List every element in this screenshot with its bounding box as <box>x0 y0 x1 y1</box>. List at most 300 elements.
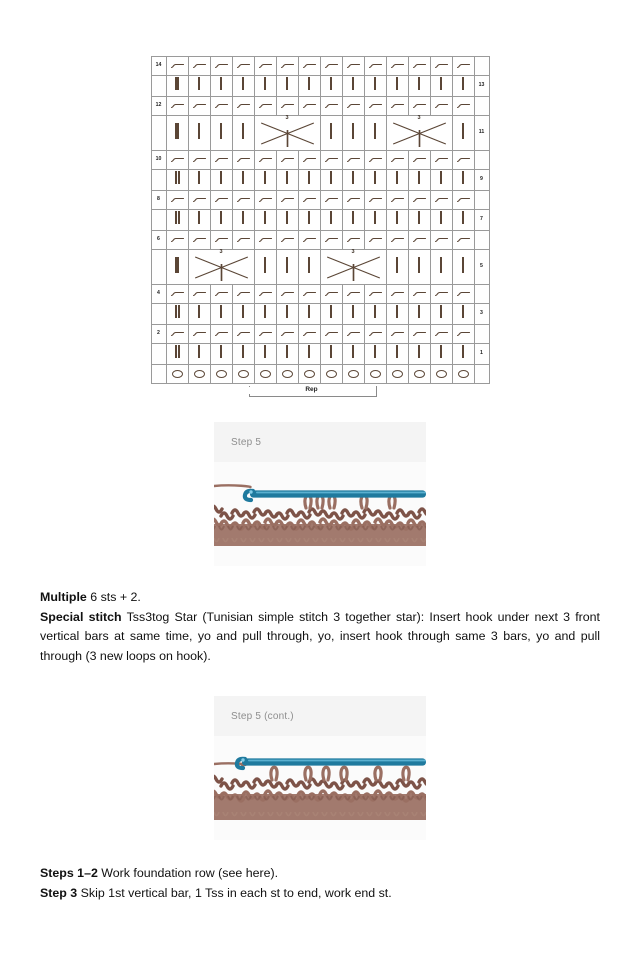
special-stitch-line <box>40 608 600 667</box>
chart-cell-knit <box>166 231 188 250</box>
vertical-bar-symbol <box>462 211 464 224</box>
chart-cell-knit <box>430 97 452 116</box>
chart-cell-knit <box>188 285 210 304</box>
stitch-chart-section <box>0 0 640 400</box>
chart-cell-knit <box>298 285 320 304</box>
chart-cell-bar <box>232 210 254 231</box>
chart-cell-knit <box>320 285 342 304</box>
chart-cell-knit <box>166 325 188 344</box>
vertical-bar-symbol <box>396 345 398 358</box>
chart-cell-knit <box>232 285 254 304</box>
knit-symbol <box>193 330 206 338</box>
vertical-bar-symbol <box>374 305 376 318</box>
knit-symbol <box>457 236 470 244</box>
chart-cell-knit <box>276 57 298 76</box>
knit-symbol <box>347 236 360 244</box>
knit-symbol <box>391 290 404 298</box>
vertical-bar-symbol <box>198 305 200 318</box>
knit-symbol <box>347 102 360 110</box>
knit-symbol <box>303 330 316 338</box>
vertical-bar-symbol <box>462 345 464 358</box>
chart-cell-bar <box>254 250 276 285</box>
vertical-bar-symbol <box>352 77 354 90</box>
knit-symbol <box>215 156 228 164</box>
chart-cell-knit <box>430 325 452 344</box>
knit-symbol <box>215 290 228 298</box>
knit-symbol <box>237 330 250 338</box>
vertical-bar-symbol <box>396 211 398 224</box>
knit-symbol <box>347 196 360 204</box>
chart-cell-bar <box>364 344 386 365</box>
chart-cell-knit <box>276 191 298 210</box>
chart-cell-bar <box>276 170 298 191</box>
chart-cell-chain <box>298 365 320 384</box>
chart-cell-knit <box>430 191 452 210</box>
chart-cell-knit <box>320 57 342 76</box>
row-number-left: 2 <box>151 325 166 344</box>
rep-label: Rep <box>249 387 375 394</box>
knit-symbol <box>281 102 294 110</box>
vertical-bar-symbol <box>175 77 179 90</box>
step-5-photo <box>214 462 426 566</box>
chart-cell-knit <box>320 231 342 250</box>
vertical-bar-symbol <box>220 345 222 358</box>
chart-cell-knit <box>166 191 188 210</box>
vertical-bar-symbol <box>330 123 332 139</box>
chart-cell-knit <box>254 285 276 304</box>
chart-cell-bar <box>166 304 188 325</box>
multiple-value: 6 sts + 2. <box>86 590 141 604</box>
chart-cell-bar <box>276 304 298 325</box>
chart-cell-bar <box>408 76 430 97</box>
vertical-bar-symbol <box>308 77 310 90</box>
knit-symbol <box>193 290 206 298</box>
row-number-right <box>474 285 489 304</box>
vertical-bar-symbol <box>418 345 420 358</box>
row-number-left <box>151 170 166 191</box>
chart-cell-knit <box>188 191 210 210</box>
chart-cell-knit <box>342 57 364 76</box>
vertical-bar-symbol <box>418 171 420 184</box>
row-number-right <box>474 97 489 116</box>
knit-symbol <box>435 156 448 164</box>
chart-cell-knit <box>210 151 232 170</box>
vertical-bar-symbol <box>198 123 200 139</box>
chart-cell-knit <box>430 285 452 304</box>
vertical-bar-symbol <box>418 211 420 224</box>
knit-symbol <box>369 196 382 204</box>
vertical-bar-symbol <box>264 257 266 273</box>
knit-symbol <box>435 102 448 110</box>
vertical-bar-symbol <box>352 211 354 224</box>
row-number-left <box>151 210 166 231</box>
chain-symbol <box>172 370 183 378</box>
chart-cell-knit <box>298 57 320 76</box>
chart-cell-knit <box>232 325 254 344</box>
chart-cell-bar <box>452 170 474 191</box>
knit-symbol <box>237 290 250 298</box>
vertical-bar-symbol <box>220 77 222 90</box>
vertical-bar-symbol <box>396 305 398 318</box>
chart-cell-knit <box>386 325 408 344</box>
chart-cell-chain <box>254 365 276 384</box>
chart-cell-knit <box>254 57 276 76</box>
vertical-bar-symbol <box>264 171 266 184</box>
chart-cell-knit <box>320 325 342 344</box>
row-number-left: 12 <box>151 97 166 116</box>
chart-cell-knit <box>452 231 474 250</box>
vertical-bar-symbol <box>374 345 376 358</box>
crochet-photo-illustration-2 <box>214 736 426 840</box>
knit-symbol <box>435 62 448 70</box>
vertical-bar-symbol <box>286 77 288 90</box>
tss3tog-star-symbol: 3 <box>321 251 386 283</box>
knit-symbol <box>215 102 228 110</box>
chart-cell-bar <box>210 76 232 97</box>
chart-cell-knit <box>232 191 254 210</box>
chart-cell-knit <box>386 285 408 304</box>
chart-cell-chain <box>232 365 254 384</box>
row-number-left: 8 <box>151 191 166 210</box>
steps-1-2-line <box>40 864 600 884</box>
chart-cell-knit <box>232 231 254 250</box>
knit-symbol <box>215 62 228 70</box>
knit-symbol <box>325 196 338 204</box>
chart-row <box>151 170 489 191</box>
chart-row <box>151 285 489 304</box>
knit-symbol <box>347 62 360 70</box>
vertical-bar-symbol <box>440 257 442 273</box>
vertical-bar-symbol <box>308 211 310 224</box>
vertical-bar-symbol <box>352 123 354 139</box>
chart-cell-knit <box>430 231 452 250</box>
knit-symbol <box>193 102 206 110</box>
knit-symbol <box>259 102 272 110</box>
row-number-right <box>474 325 489 344</box>
chart-cell-bar <box>254 210 276 231</box>
chart-cell-knit <box>320 97 342 116</box>
knit-symbol <box>303 102 316 110</box>
stitch-chart-wrapper <box>151 56 490 400</box>
chain-symbol <box>238 370 249 378</box>
step-5-cont-photo <box>214 736 426 840</box>
chart-cell-star <box>254 116 320 151</box>
chart-cell-knit <box>408 285 430 304</box>
chart-cell-knit <box>342 325 364 344</box>
knit-symbol <box>435 330 448 338</box>
vertical-bar-symbol <box>242 77 244 90</box>
row-number-left <box>151 365 166 384</box>
chart-cell-bar <box>430 170 452 191</box>
knit-symbol <box>435 196 448 204</box>
chart-row <box>151 325 489 344</box>
vertical-bar-symbol <box>352 305 354 318</box>
chart-cell-bar <box>298 344 320 365</box>
knit-symbol <box>457 62 470 70</box>
chart-cell-knit <box>210 285 232 304</box>
chart-cell-bar <box>386 170 408 191</box>
vertical-bar-symbol <box>440 171 442 184</box>
pattern-steps <box>40 864 600 903</box>
knit-symbol <box>215 330 228 338</box>
chart-cell-knit <box>342 97 364 116</box>
chart-cell-knit <box>408 97 430 116</box>
vertical-bar-symbol <box>308 305 310 318</box>
chart-cell-knit <box>232 57 254 76</box>
chart-row <box>151 191 489 210</box>
knit-symbol <box>369 236 382 244</box>
chart-row <box>151 231 489 250</box>
chart-cell-knit <box>386 97 408 116</box>
vertical-bar-symbol <box>462 123 464 139</box>
vertical-bar-symbol <box>264 211 266 224</box>
row-number-right <box>474 57 489 76</box>
vertical-bar-symbol <box>396 257 398 273</box>
chart-cell-chain <box>166 365 188 384</box>
knit-symbol <box>435 290 448 298</box>
chart-cell-chain <box>210 365 232 384</box>
knit-symbol <box>215 196 228 204</box>
chart-cell-knit <box>298 97 320 116</box>
knit-symbol <box>171 290 184 298</box>
chart-cell-bar <box>232 116 254 151</box>
vertical-bar-symbol <box>175 123 179 139</box>
row-number-right <box>474 151 489 170</box>
chart-cell-bar <box>298 210 320 231</box>
chart-cell-knit <box>430 57 452 76</box>
chart-cell-knit <box>276 325 298 344</box>
chart-cell-knit <box>276 285 298 304</box>
knit-symbol <box>325 156 338 164</box>
knit-symbol <box>259 62 272 70</box>
vertical-bar-symbol <box>418 257 420 273</box>
chart-cell-bar <box>210 116 232 151</box>
vertical-bar-symbol <box>308 257 310 273</box>
steps-1-2-text: Work foundation row (see here). <box>97 866 279 881</box>
knit-symbol <box>237 156 250 164</box>
chart-cell-bar <box>408 304 430 325</box>
vertical-bar-symbol <box>220 305 222 318</box>
chart-cell-bar <box>452 76 474 97</box>
knit-symbol <box>457 330 470 338</box>
chart-cell-knit <box>210 97 232 116</box>
chart-cell-bar <box>188 344 210 365</box>
chart-cell-bar <box>386 344 408 365</box>
knit-symbol <box>391 236 404 244</box>
chart-cell-bar <box>320 304 342 325</box>
step-3-text: Skip 1st vertical bar, 1 Tss in each st to end, work end st. <box>77 885 392 900</box>
knit-symbol <box>237 102 250 110</box>
chart-cell-bar <box>166 250 188 285</box>
knit-symbol <box>391 62 404 70</box>
chart-cell-bar <box>298 250 320 285</box>
chart-cell-knit <box>276 151 298 170</box>
knit-symbol <box>457 102 470 110</box>
vertical-bar-symbol <box>308 345 310 358</box>
knit-symbol <box>303 196 316 204</box>
vertical-bar-symbol <box>330 305 332 318</box>
chart-cell-bar <box>166 76 188 97</box>
knit-symbol <box>413 196 426 204</box>
vertical-bar-symbol <box>175 211 180 224</box>
knit-symbol <box>325 62 338 70</box>
chart-row <box>151 57 489 76</box>
chain-symbol <box>282 370 293 378</box>
vertical-bar-symbol <box>352 345 354 358</box>
vertical-bar-symbol <box>198 77 200 90</box>
chart-cell-star <box>188 250 254 285</box>
chart-cell-bar <box>430 250 452 285</box>
knit-symbol <box>259 290 272 298</box>
chain-symbol <box>326 370 337 378</box>
chart-cell-bar <box>430 210 452 231</box>
chain-symbol <box>304 370 315 378</box>
chain-symbol <box>436 370 447 378</box>
chart-cell-knit <box>232 151 254 170</box>
knit-symbol <box>413 290 426 298</box>
vertical-bar-symbol <box>418 305 420 318</box>
vertical-bar-symbol <box>286 211 288 224</box>
knit-symbol <box>259 330 272 338</box>
vertical-bar-symbol <box>175 171 180 184</box>
knit-symbol <box>457 156 470 164</box>
multiple-line <box>40 588 600 608</box>
chart-cell-bar <box>386 250 408 285</box>
vertical-bar-symbol <box>220 123 222 139</box>
chart-cell-knit <box>408 151 430 170</box>
chart-row <box>151 304 489 325</box>
knit-symbol <box>391 156 404 164</box>
chart-cell-bar <box>254 170 276 191</box>
chart-cell-chain <box>386 365 408 384</box>
chart-row <box>151 344 489 365</box>
chart-cell-knit <box>364 191 386 210</box>
chart-cell-knit <box>298 231 320 250</box>
knit-symbol <box>193 156 206 164</box>
row-number-right <box>474 191 489 210</box>
chart-cell-bar <box>364 76 386 97</box>
chart-cell-knit <box>452 325 474 344</box>
tss3tog-star-symbol: 3 <box>387 117 452 149</box>
chart-cell-bar <box>342 76 364 97</box>
chart-cell-bar <box>342 344 364 365</box>
knit-symbol <box>281 330 294 338</box>
knit-symbol <box>413 330 426 338</box>
vertical-bar-symbol <box>462 171 464 184</box>
chart-cell-bar <box>320 210 342 231</box>
vertical-bar-symbol <box>374 211 376 224</box>
chart-cell-bar <box>408 250 430 285</box>
chart-cell-bar <box>320 170 342 191</box>
row-number-right: 11 <box>474 116 489 151</box>
vertical-bar-symbol <box>242 211 244 224</box>
chart-cell-bar <box>188 76 210 97</box>
chain-symbol <box>458 370 469 378</box>
row-number-left: 14 <box>151 57 166 76</box>
row-number-right: 13 <box>474 76 489 97</box>
row-number-right: 9 <box>474 170 489 191</box>
chart-cell-knit <box>320 191 342 210</box>
vertical-bar-symbol <box>374 171 376 184</box>
chart-cell-bar <box>298 76 320 97</box>
vertical-bar-symbol <box>330 171 332 184</box>
chart-cell-bar <box>254 304 276 325</box>
chart-cell-knit <box>364 325 386 344</box>
vertical-bar-symbol <box>264 77 266 90</box>
chart-cell-bar <box>342 170 364 191</box>
knit-symbol <box>325 330 338 338</box>
chart-cell-bar <box>408 210 430 231</box>
knit-symbol <box>303 62 316 70</box>
chart-cell-bar <box>430 304 452 325</box>
knit-symbol <box>215 236 228 244</box>
chart-cell-star <box>320 250 386 285</box>
knit-symbol <box>281 236 294 244</box>
chart-cell-knit <box>254 151 276 170</box>
chart-cell-bar <box>364 210 386 231</box>
chart-cell-bar <box>452 304 474 325</box>
chart-cell-bar <box>452 210 474 231</box>
chain-symbol <box>216 370 227 378</box>
chart-cell-knit <box>254 325 276 344</box>
knit-symbol <box>303 290 316 298</box>
chain-symbol <box>414 370 425 378</box>
chart-row <box>151 76 489 97</box>
chart-cell-knit <box>452 97 474 116</box>
chart-cell-bar <box>166 116 188 151</box>
knit-symbol <box>325 290 338 298</box>
chart-cell-chain <box>320 365 342 384</box>
step-5-cont-caption: Step 5 (cont.) <box>214 696 426 736</box>
knit-symbol <box>237 62 250 70</box>
chart-cell-bar <box>232 76 254 97</box>
knit-symbol <box>171 102 184 110</box>
knit-symbol <box>259 236 272 244</box>
vertical-bar-symbol <box>286 257 288 273</box>
knit-symbol <box>391 196 404 204</box>
chart-cell-bar <box>386 210 408 231</box>
pattern-notes <box>40 588 600 666</box>
step-5-caption: Step 5 <box>214 422 426 462</box>
vertical-bar-symbol <box>286 171 288 184</box>
row-number-right <box>474 365 489 384</box>
chain-symbol <box>194 370 205 378</box>
row-number-left <box>151 344 166 365</box>
chart-cell-bar <box>408 344 430 365</box>
knit-symbol <box>237 236 250 244</box>
vertical-bar-symbol <box>396 171 398 184</box>
chart-cell-knit <box>364 151 386 170</box>
knit-symbol <box>413 102 426 110</box>
step-3-label: Step 3 <box>40 885 78 900</box>
knit-symbol <box>171 196 184 204</box>
chart-cell-knit <box>364 97 386 116</box>
row-number-left: 4 <box>151 285 166 304</box>
knit-symbol <box>369 330 382 338</box>
knit-symbol <box>171 330 184 338</box>
chart-cell-bar <box>452 344 474 365</box>
chart-cell-bar <box>342 304 364 325</box>
chart-cell-knit <box>166 57 188 76</box>
vertical-bar-symbol <box>220 211 222 224</box>
knit-symbol <box>171 156 184 164</box>
row-number-right: 7 <box>474 210 489 231</box>
chart-cell-knit <box>166 285 188 304</box>
chart-cell-bar <box>166 210 188 231</box>
chain-symbol <box>260 370 271 378</box>
vertical-bar-symbol <box>198 345 200 358</box>
vertical-bar-symbol <box>440 77 442 90</box>
